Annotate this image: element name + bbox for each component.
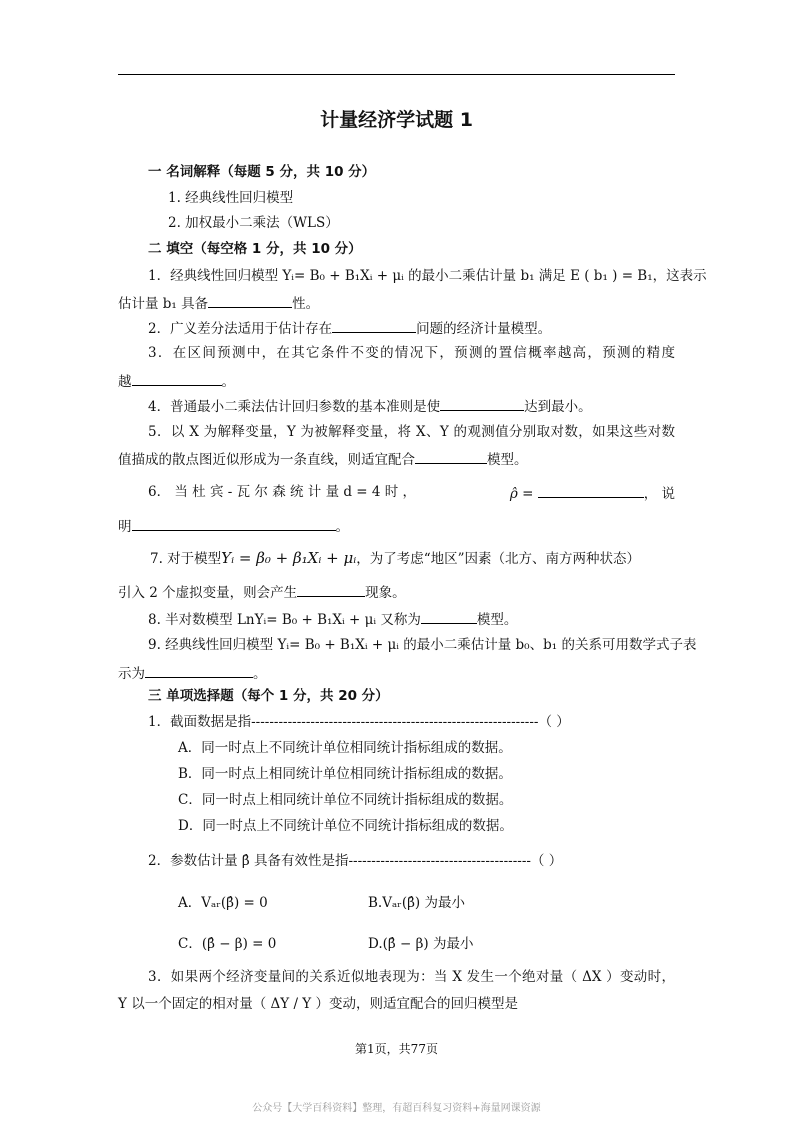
answer-blank[interactable] — [145, 663, 253, 678]
fill-q3: 3．在区间预测中，在其它条件不变的情况下，预测的置信概率越高，预测的精度 — [148, 345, 675, 361]
answer-blank[interactable] — [421, 609, 477, 624]
model-equation: Yᵢ = β₀ + β₁Xᵢ + μᵢ — [221, 549, 357, 567]
text: 引入 2 个虚拟变量，则会产生 — [118, 585, 298, 601]
text: 。 — [221, 374, 235, 390]
text: 性。 — [292, 296, 320, 312]
text: ， 说 — [643, 486, 675, 502]
text: 模型。 — [487, 452, 528, 468]
text: 。 — [335, 519, 349, 535]
header-rule — [118, 74, 675, 75]
fill-q9: 9. 经典线性回归模型 Yᵢ= B₀ + B₁Xᵢ + μᵢ 的最小二乘估计量 b₀、b₁ 的关系可用数学式子表 — [148, 637, 697, 653]
page-title: 计量经济学试题 1 — [320, 109, 473, 131]
text: 现象。 — [365, 585, 406, 601]
text: 示为 — [118, 666, 145, 682]
watermark: 公众号【大学百科资料】整理，有超百科复习资料+海量网课资源 — [252, 1103, 541, 1114]
fill-q6 — [148, 483, 675, 503]
text: 6． 当 杜 宾 - 瓦 尔 森 统 计 量 d = 4 时 ， — [148, 484, 417, 500]
answer-blank[interactable] — [332, 318, 416, 333]
fill-q6-cont — [118, 516, 349, 536]
choice-q2-option-b[interactable]: B.Vₐᵣ(β̂) 为最小 — [368, 895, 465, 911]
fill-q9-cont — [118, 663, 267, 683]
choice-q3: 3．如果两个经济变量间的关系近似地表现为：当 X 发生一个绝对量（ ΔX ）变动时， — [148, 969, 675, 985]
term-1: 1. 经典线性回归模型 — [168, 190, 294, 206]
section-2-heading: 二 填空（每空格 1 分，共 10 分） — [148, 241, 362, 257]
section-3-heading: 三 单项选择题（每个 1 分，共 20 分） — [148, 688, 389, 704]
choice-q2-option-d[interactable]: D.(β̂ − β) 为最小 — [368, 936, 474, 952]
fill-q7-cont — [118, 582, 406, 602]
fill-q4 — [148, 396, 592, 416]
page-number: 第1页，共77页 — [355, 1042, 438, 1056]
choice-q1-option-c[interactable]: C．同一时点上相同统计单位不同统计指标组成的数据。 — [178, 792, 513, 808]
answer-blank[interactable] — [440, 396, 524, 411]
choice-q1-option-a[interactable]: A．同一时点上不同统计单位相同统计指标组成的数据。 — [178, 740, 512, 756]
section-1-heading: 一 名词解释（每题 5 分，共 10 分） — [148, 164, 376, 180]
fill-q8 — [148, 609, 517, 629]
fill-q2 — [148, 318, 551, 338]
text: 2．广义差分法适用于估计存在 — [148, 321, 333, 337]
text: 8. 半对数模型 LnYᵢ= B₀ + B₁Xᵢ + μᵢ 又称为 — [148, 612, 421, 628]
term-2: 2. 加权最小二乘法（WLS） — [168, 215, 339, 231]
answer-blank[interactable] — [132, 516, 336, 531]
rho-hat: ρ̂ = — [509, 486, 534, 502]
fill-q5-cont — [118, 449, 528, 469]
fill-q1-cont — [118, 293, 319, 313]
fill-q3-cont — [118, 371, 235, 391]
text: 7. 对于模型 — [150, 551, 222, 567]
text: 。 — [253, 666, 267, 682]
choice-q3-cont: Y 以一个固定的相对量（ ΔY / Y ）变动，则适宜配合的回归模型是 — [118, 996, 518, 1012]
text: 值描成的散点图近似形成为一条直线，则适宜配合 — [118, 452, 415, 468]
choice-q2: 2．参数估计量 β̂ 具备有效性是指----------------------------------------（ ） — [148, 853, 563, 869]
answer-blank[interactable] — [297, 582, 365, 597]
text: 模型。 — [476, 612, 518, 628]
fill-q1: 1．经典线性回归模型 Yᵢ= B₀ + B₁Xᵢ + μᵢ 的最小二乘估计量 b₁ 满足 E ( b₁ ) = B₁，这表示 — [148, 268, 707, 284]
choice-q1-option-b[interactable]: B．同一时点上相同统计单位相同统计指标组成的数据。 — [178, 766, 512, 782]
text: 问题的经济计量模型。 — [416, 321, 552, 337]
answer-blank[interactable] — [208, 293, 292, 308]
answer-blank[interactable] — [415, 449, 487, 464]
choice-q2-option-c[interactable]: C．(β̂ − β) = 0 — [178, 936, 277, 952]
choice-q1: 1．截面数据是指---------------------------------------------------------------（ ） — [148, 714, 570, 730]
fill-q7 — [150, 549, 640, 568]
text: 估计量 b₁ 具备 — [118, 296, 209, 312]
text: 明 — [118, 519, 132, 535]
choice-q2-option-a[interactable]: A．Vₐᵣ(β̂) = 0 — [178, 895, 268, 911]
text: 越 — [118, 374, 132, 390]
text: 4．普通最小二乘法估计回归参数的基本准则是使 — [148, 399, 441, 415]
choice-q1-option-d[interactable]: D．同一时点上不同统计单位不同统计指标组成的数据。 — [178, 818, 513, 834]
answer-blank[interactable] — [538, 483, 644, 498]
text: 达到最小。 — [524, 399, 592, 415]
fill-q5: 5．以 X 为解释变量，Y 为被解释变量，将 X、Y 的观测值分别取对数，如果这些对数 — [148, 424, 675, 440]
text: ，为了考虑“地区”因素（北方、南方两种状态） — [356, 551, 641, 567]
answer-blank[interactable] — [132, 371, 222, 386]
